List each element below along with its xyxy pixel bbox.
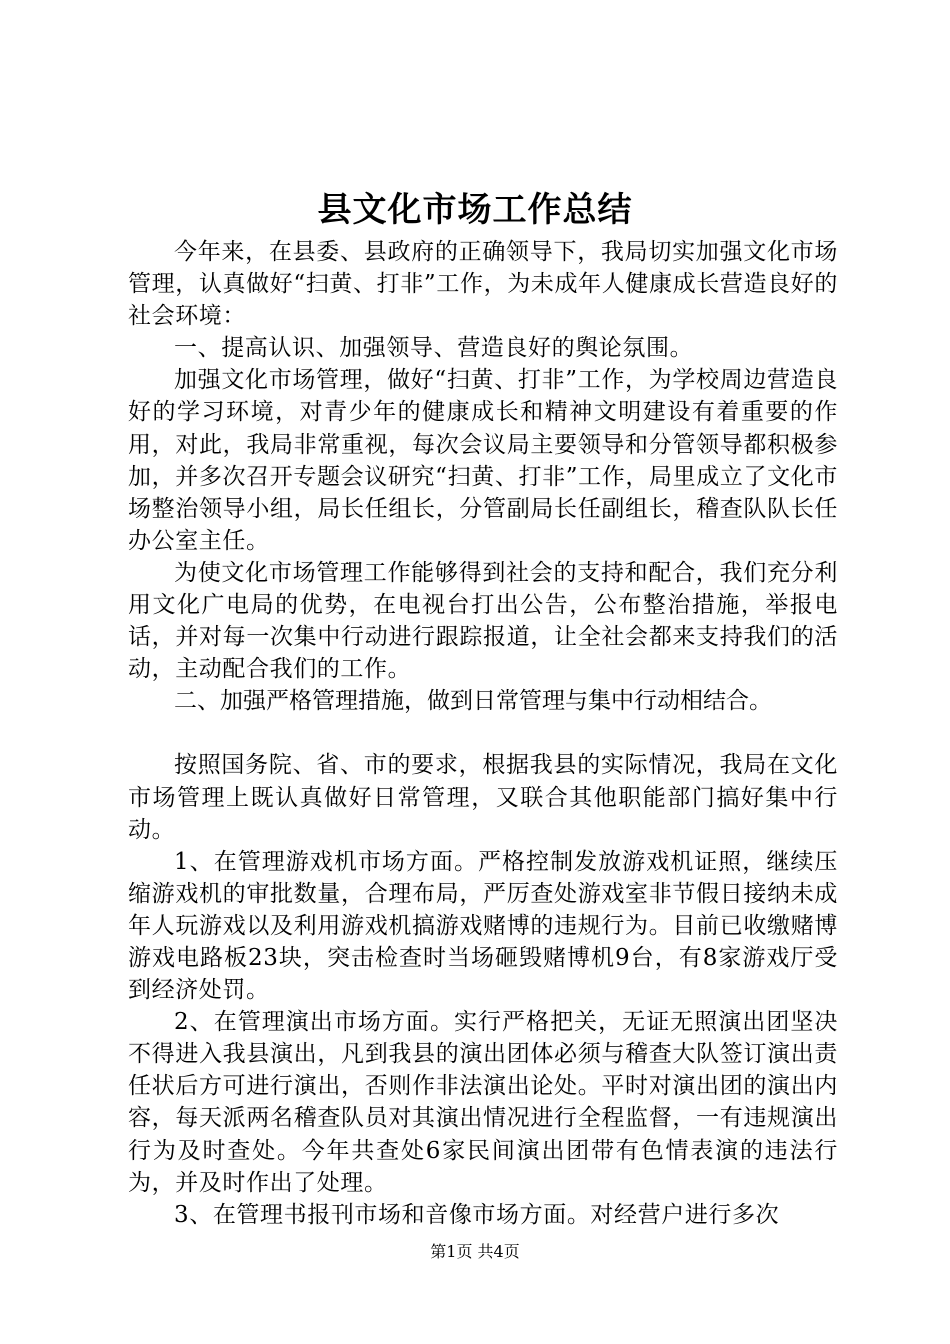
paragraph-intro: 今年来，在县委、县政府的正确领导下，我局切实加强文化市场管理，认真做好“扫黄、打非”工作，为未成年人健康成长营造良好的社会环境： <box>128 239 838 330</box>
section-heading-2: 二、加强严格管理措施，做到日常管理与集中行动相结合。 <box>174 688 772 715</box>
paragraph-spacer <box>128 717 838 749</box>
document-title: 县文化市场工作总结 <box>317 190 633 230</box>
document-body <box>128 236 838 1231</box>
paragraph-leadership: 加强文化市场管理，做好“扫黄、打非”工作，为学校周边营造良好的学习环境，对青少年的健康成长和精神文明建设有着重要的作用，对此，我局非常重视，每次会议局主要领导和分管领导都积极参加，并多次召开专题会议研究“扫黄、打非”工作，局里成立了文化市场整治领导小组，局长任组长，分管副局长任副组长，稽查队队长任办公室主任。 <box>128 367 838 554</box>
section-heading-1: 一、提高认识、加强领导、营造良好的舆论氛围。 <box>174 335 694 362</box>
paragraph-requirements: 按照国务院、省、市的要求，根据我县的实际情况，我局在文化市场管理上既认真做好日常管理，又联合其他职能部门搞好集中行动。 <box>128 752 838 843</box>
paragraph-publication-market: 3、在管理书报刊市场和音像市场方面。对经营户进行多次 <box>174 1201 780 1228</box>
page-number-footer: 第1页 共4页 <box>430 1242 520 1261</box>
paragraph-publicity: 为使文化市场管理工作能够得到社会的支持和配合，我们充分利用文化广电局的优势，在电视台打出公告，公布整治措施，举报电话，并对每一次集中行动进行跟踪报道，让全社会都来支持我们的活动，主动配合我们的工作。 <box>128 559 838 683</box>
paragraph-game-market: 1、在管理游戏机市场方面。严格控制发放游戏机证照，继续压缩游戏机的审批数量，合理布局，严厉查处游戏室非节假日接纳未成年人玩游戏以及利用游戏机搞游戏赌博的违规行为。目前已收缴赌博游戏电路板23块，突击检查时当场砸毁赌博机9台，有8家游戏厅受到经济处罚。 <box>128 848 838 1004</box>
paragraph-performance-market: 2、在管理演出市场方面。实行严格把关，无证无照演出团坚决不得进入我县演出，凡到我县的演出团体必须与稽查大队签订演出责任状后方可进行演出，否则作非法演出论处。平时对演出团的演出内容，每天派两名稽查队员对其演出情况进行全程监督，一有违规演出行为及时查处。今年共查处6家民间演出团带有色情表演的违法行为，并及时作出了处理。 <box>128 1009 838 1196</box>
